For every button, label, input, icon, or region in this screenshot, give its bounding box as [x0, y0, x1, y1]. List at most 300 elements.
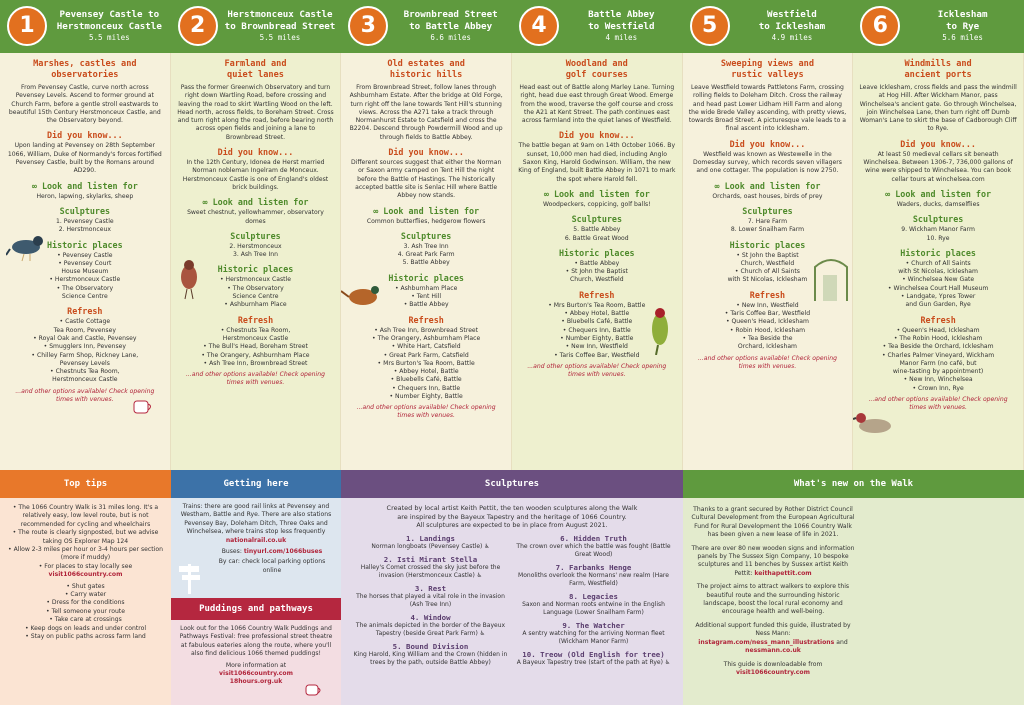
look-listen-heading	[689, 181, 847, 191]
historic-places-list	[859, 260, 1017, 310]
puddings-text: Look out for the 1066 Country Walk Puddings and Pathways Festival: free professional street theatre at fabulous eateries along the route, where you'll also find delicious 1066 themed puddings!	[179, 625, 333, 658]
list-item: • Abbey Hotel, Battle	[393, 368, 459, 376]
stage-heading-line2: rustic valleys	[731, 70, 804, 80]
opening-times-note: ...and other options available! Check opening times with venues.	[15, 387, 155, 403]
sculpture-title: 7. Farbanks Henge	[555, 563, 632, 572]
route-description: Pass the former Greenwich Observatory and turn right down Wartling Road, before crossing and leaving the road to skirt Wartling Wood on the left. Head north, across fields, to Boreham Street. Cross and turn right along the road, before bearing north across open fields and joining a lane to Brownbread Street.	[177, 84, 334, 141]
stage-heading-line1: Marshes, castles and	[33, 59, 137, 69]
sculpture-title: 10. Treow (Old English for tree)	[522, 650, 665, 659]
bird-illustration	[6, 227, 46, 263]
list-item: Orchard, Icklesham	[737, 343, 797, 351]
stage-number-badge: 6	[860, 6, 900, 46]
whats-new-panel	[683, 470, 1024, 705]
opening-times-note: ...and other options available! Check opening times with venues.	[697, 354, 837, 370]
did-you-know-text: Different sources suggest that either the Norman or Saxon army camped on Tent Hill the night before the Battle of Hastings. The historically accepted battle site is Senlac Hill where Battle Abbey now stands.	[350, 159, 502, 200]
look-listen-heading-text: Look and listen for	[724, 180, 821, 191]
stage-title	[733, 9, 852, 33]
sculpture-description: The crown over which the battle was fought (Battle Great Wood)	[516, 543, 671, 558]
list-item: • Abbey Hotel, Battle	[564, 310, 630, 318]
ruin-illustration	[811, 253, 851, 303]
stage-heading	[518, 59, 676, 81]
rule-item: • Shut gates	[66, 582, 105, 590]
cup-icon	[128, 393, 168, 421]
stage-title-line2: to Rye	[946, 21, 980, 32]
did-you-know-heading: Did you know...	[388, 147, 464, 158]
rule-item: • Dress for the conditions	[46, 599, 125, 607]
list-item: • White Hart, Catsfield	[391, 343, 461, 351]
did-you-know-text: The battle began at 9am on 14th October 1066. By sunset, 10,000 men had died, including Anglo Saxon King, Harold Godwinson. William, the new King of England, built Battle Abbey in 1071 to mark the spot where Harold fell.	[518, 142, 676, 183]
national-rail-link[interactable]: nationalrail.co.uk	[225, 536, 287, 544]
list-item: • Battle Abbey	[574, 259, 620, 267]
sculpture-title: 8. Legacies	[569, 592, 618, 601]
binoculars-icon: ∞	[202, 197, 213, 208]
ness-mann-link[interactable]: nessmann.co.uk	[745, 647, 801, 655]
stage-title	[562, 9, 681, 33]
list-item: Pevensey Levels	[59, 359, 110, 367]
cup-icon	[303, 680, 325, 700]
stage-heading-line1: Woodland and	[565, 59, 628, 69]
look-listen-heading-text: Look and listen for	[895, 188, 992, 199]
list-item: with St Nicolas, Icklesham	[898, 268, 978, 276]
buses-label: Buses:	[221, 548, 242, 556]
route-description: From Brownbread Street, follow lanes through Ashburnham Estate. After the bridge at Old Forge, turn right off the lane towards Tent Hill's stunning views. Across the A271 take a track through Normanhurst Estate to Catsfield and cross the B2204. Descend through Powdermill Wood and up through fields to Battle Abbey.	[349, 84, 503, 141]
stage-heading-line1: Old estates and	[387, 59, 465, 69]
stage-heading-line2: golf courses	[565, 70, 628, 80]
look-listen-text: Waders, ducks, damselflies	[896, 200, 980, 208]
list-item: 4. Great Park Farm	[397, 251, 455, 259]
did-you-know-heading: Did you know...	[729, 138, 806, 149]
list-item: • The Bull's Head, Boreham Street	[203, 343, 308, 351]
look-listen-text: Heron, lapwing, skylarks, sheep	[36, 192, 134, 200]
list-item: House Museum	[61, 268, 109, 276]
list-item: Manor Farm (no café, but	[899, 359, 977, 367]
look-listen-text: Woodpeckers, coppicing, golf balls!	[542, 200, 651, 208]
sculpture-description: Norman longboats (Pevensey Castle) ♿	[371, 543, 490, 550]
list-item: and Gun Garden, Rye	[905, 301, 971, 309]
puddings-link-2[interactable]: 18hours.org.uk	[229, 678, 283, 686]
sculpture-entry	[512, 534, 675, 559]
list-item: • The Robin Hood, Icklesham	[893, 334, 983, 342]
look-listen-heading-text: Look and listen for	[212, 197, 309, 208]
list-item: • The Orangery, Ashburnham Place	[201, 351, 310, 359]
stage-title-line2: to Brownbread Street	[224, 21, 336, 32]
list-item: • The Orangery, Ashburnham Place	[372, 334, 481, 342]
stage-title-line1: Battle Abbey	[588, 9, 655, 20]
refresh-list	[859, 327, 1017, 393]
sculpture-description: The animals depicted in the border of the Bayeux Tapestry (beside Great Park Farm) ♿	[355, 622, 506, 637]
historic-places-heading: Historic places	[217, 264, 294, 275]
stages-header	[0, 0, 1024, 53]
list-item: • Landgate, Ypres Tower	[900, 293, 976, 301]
list-item: • Herstmonceux Castle	[49, 276, 121, 284]
sculptures-intro: Created by local artist Keith Pettit, the ten wooden sculptures along the Walk are inspired by the Bayeux Tapestry and the heritage of 1066 Country.	[386, 504, 638, 521]
list-item: • Winchelsea Court Hall Museum	[887, 284, 989, 292]
list-item: 2. Herstmonceux	[58, 226, 111, 234]
did-you-know-heading: Did you know...	[47, 130, 123, 141]
list-item: • Battle Abbey	[403, 301, 449, 309]
route-description: Leave Westfield towards Pattletons Farm, crossing rolling fields to Doleham Ditch. Cross the railway and head past Lower Lidham Hill Farm and along the wide Brede Valley ascending, with pretty views, towards Broad Street. A picturesque vale leads to a final ascent into Icklesham.	[688, 84, 847, 133]
duck-illustration	[853, 408, 895, 436]
trains-text: Trains: there are good rail links at Pevensey and Westham, Battle and Rye. There are also stations Pevensey Bay, Doleham Ditch, Three Oaks and Winchelsea, where trains stop less frequently	[180, 503, 332, 536]
sculptures-heading: Sculptures	[912, 214, 964, 225]
list-item: • Taris Coffee Bar, Westfield	[724, 310, 811, 318]
list-item: 9. Wickham Manor Farm	[901, 226, 975, 234]
list-item: • Smugglers Inn, Pevensey	[43, 343, 126, 351]
refresh-list	[689, 302, 847, 352]
stage-number-badge: 3	[348, 6, 388, 46]
list-item: • Royal Oak and Castle, Pevensey	[33, 334, 137, 342]
look-listen-heading	[859, 189, 1017, 199]
historic-places-heading: Historic places	[388, 272, 464, 283]
tip-item: • Allow 2-3 miles per hour or 3-4 hours per section (more if muddy)	[8, 546, 163, 562]
sculpture-title: 6. Hidden Truth	[560, 534, 627, 543]
stage-number-badge: 4	[519, 6, 559, 46]
stage-heading	[6, 59, 164, 81]
stage-heading-line1: Farmland and	[224, 59, 287, 69]
list-item: • Queen's Head, Icklesham	[896, 326, 980, 334]
sculpture-title: 4. Window	[410, 613, 451, 622]
tip-item: • For places to stay locally see	[38, 562, 133, 570]
list-item: 8. Lower Snailham Farm	[730, 226, 805, 234]
list-item: • Pevensey Court	[58, 259, 112, 267]
historic-places-heading: Historic places	[729, 239, 806, 250]
stage-distance: 4 miles	[605, 33, 638, 42]
whats-new-p4-text: Additional support funded this guide, illustrated by Ness Mann:	[695, 621, 851, 638]
stage-heading-line2: quiet lanes	[227, 70, 284, 80]
tip-item: • The 1066 Country Walk is 31 miles long. It's a relatively easy, low level route, but is not recommended for cycling and wheelchairs	[12, 504, 159, 528]
list-item: • Chequers Inn, Battle	[562, 326, 631, 334]
stage-header-4	[512, 0, 683, 53]
buses-link[interactable]: tinyurl.com/1066buses	[243, 548, 323, 556]
list-item: 5. Battle Abbey	[402, 259, 450, 267]
opening-times-note: ...and other options available! Check opening times with venues.	[356, 404, 496, 420]
list-item: • Number Eighty, Battle	[389, 393, 463, 401]
list-item: • St John the Baptist	[565, 268, 628, 276]
stage-column-4	[512, 53, 683, 470]
route-description: Leave Icklesham, cross fields and pass the windmill at Hog Hill. After Wickham Manor, pass Winchelsea's ancient gate. Go through Winchelsea, join Winchelsea Lane, then turn right off Dumb Woman's Lane to skirt the base of Cadborough Cliff to Rye.	[859, 84, 1017, 133]
stage-column-2	[171, 53, 342, 470]
stage-header-5	[683, 0, 854, 53]
binoculars-icon: ∞	[373, 205, 384, 216]
stage-header-3	[341, 0, 512, 53]
stage-title-line1: Icklesham	[937, 9, 988, 20]
sculpture-title: 5. Bound Division	[392, 642, 469, 651]
list-item: • Ashburnham Place	[224, 301, 287, 309]
list-item: • Ash Tree Inn, Brownbread Street	[203, 359, 308, 367]
list-item: • Crown Inn, Rye	[912, 384, 964, 392]
stage-heading	[347, 59, 505, 81]
list-item: 5. Battle Abbey	[573, 226, 621, 234]
sculptures-heading: Sculptures	[742, 205, 793, 216]
list-item: • Chestnuts Tea Room,	[50, 368, 120, 376]
stage-number-badge: 2	[178, 6, 218, 46]
stage-heading	[177, 59, 335, 81]
sculptures-heading: Sculptures	[400, 230, 452, 241]
stage-header-2	[171, 0, 342, 53]
refresh-heading: Refresh	[579, 289, 615, 300]
list-item: 7. Hare Farm	[747, 217, 788, 225]
list-item: 10. Rye	[926, 234, 950, 242]
list-item: 2. Herstmonceux	[229, 242, 282, 250]
list-item: Herstmonceux Castle	[52, 376, 118, 384]
list-item: • New Inn, Westfield	[565, 343, 628, 351]
sculptures-heading: Sculptures	[571, 214, 622, 225]
list-item: 3. Ash Tree Inn	[403, 242, 449, 250]
tip-item: • The route is clearly signposted, but we advise taking OS Explorer Map 124	[12, 529, 159, 545]
refresh-list	[177, 327, 335, 368]
list-item: with St Nicolas, Icklesham	[727, 276, 808, 284]
stage-heading-line2: ancient ports	[904, 70, 972, 80]
list-item: 3. Ash Tree Inn	[232, 251, 279, 259]
accommodation-link[interactable]: visit1066country.com	[48, 571, 123, 579]
info-panels	[0, 470, 1024, 705]
stage-distance: 5.5 miles	[259, 33, 301, 42]
list-item: • Winchelsea New Gate	[902, 276, 975, 284]
stage-title-line1: Pevensey Castle to	[59, 9, 160, 20]
rule-item: • Keep dogs on leads and under control	[24, 624, 147, 632]
list-item: wine-tasting by appointment)	[892, 368, 984, 376]
did-you-know-text: Westfield was known as Westewelle in the Domesday survey, which records seven villagers and one cottager. The population is now 2750.	[693, 150, 842, 175]
getting-here-heading: Getting here	[171, 470, 341, 498]
getting-here-panel	[171, 470, 341, 705]
refresh-list	[347, 327, 505, 402]
stage-column-3	[341, 53, 512, 470]
list-item: • Ashburnham Place	[394, 284, 458, 292]
top-tips-heading: Top tips	[0, 470, 171, 498]
list-item: • Church of All Saints	[734, 268, 800, 276]
historic-places-heading: Historic places	[900, 247, 976, 258]
stage-heading-line1: Windmills and	[904, 59, 972, 69]
sculptures-panel-heading: Sculptures	[341, 470, 683, 498]
stage-number-badge: 5	[690, 6, 730, 46]
look-listen-heading-text: Look and listen for	[383, 205, 480, 216]
sculpture-entry	[512, 563, 675, 588]
stage-distance: 4.9 miles	[771, 33, 813, 42]
list-item: Tea Room, Pevensey	[53, 326, 116, 334]
list-item: • Number Eighty, Battle	[560, 334, 634, 342]
list-item: • Tent Hill	[411, 293, 442, 301]
and-text: and	[836, 638, 848, 646]
look-listen-text: Orchards, oast houses, birds of prey	[712, 192, 823, 200]
look-listen-heading-text: Look and listen for	[553, 188, 650, 199]
sculpture-entry	[349, 613, 512, 638]
sculptures-list-left	[349, 534, 512, 671]
stage-title-line2: Herstmonceux Castle	[56, 21, 162, 32]
list-item: • Robin Hood, Icklesham	[729, 326, 806, 334]
rule-item: • Take care at crossings	[49, 616, 122, 624]
keith-pettit-link[interactable]: keithapettit.com	[754, 569, 812, 577]
stage-column-6	[853, 53, 1024, 470]
stage-heading-line2: observatories	[51, 70, 119, 80]
sculptures-list	[518, 226, 676, 243]
list-item: • Ash Tree Inn, Brownbread Street	[374, 326, 479, 334]
list-item: • Mrs Burton's Tea Room, Battle	[377, 359, 475, 367]
sculpture-description: The horses that played a vital role in the invasion (Ash Tree Inn)	[356, 593, 505, 608]
list-item: • Mrs Burton's Tea Room, Battle	[548, 301, 646, 309]
refresh-heading: Refresh	[749, 289, 786, 300]
list-item: • Great Park Farm, Catsfield	[383, 351, 469, 359]
refresh-list	[6, 318, 164, 384]
refresh-heading: Refresh	[237, 314, 274, 325]
binoculars-icon: ∞	[885, 188, 896, 199]
look-listen-heading	[347, 206, 505, 216]
puddings-panel	[171, 598, 341, 705]
sculptures-heading: Sculptures	[59, 205, 111, 216]
list-item: • Pevensey Castle	[57, 251, 113, 259]
stage-number-badge: 1	[7, 6, 47, 46]
did-you-know-text: In the 12th Century, Idonea de Herst married Norman nobleman Ingelram de Monceux. Herstmonceux Castle is one of England's oldest brick buildings.	[182, 159, 329, 191]
list-item: • Chilley Farm Shop, Rickney Lane,	[31, 351, 139, 359]
stage-distance: 6.6 miles	[430, 33, 471, 42]
sculpture-entry	[349, 642, 512, 667]
refresh-heading: Refresh	[920, 314, 956, 325]
opening-times-note: ...and other options available! Check opening times with venues.	[527, 362, 667, 378]
sculpture-title: 3. Rest	[414, 584, 447, 593]
stage-title	[391, 9, 510, 33]
stage-column-1	[0, 53, 171, 470]
did-you-know-text: Upon landing at Pevensey on 28th September 1066, William, Duke of Normandy's forces fortified Pevensey Castle, built by the Romans around AD290.	[7, 142, 162, 175]
stage-heading-line1: Sweeping views and	[720, 59, 815, 69]
look-listen-text: Common butterflies, hedgerow flowers	[366, 217, 486, 225]
list-item: • Bluebells Café, Battle	[561, 318, 633, 326]
whats-new-paragraph	[683, 622, 863, 656]
sculpture-entry	[349, 555, 512, 580]
list-item: • Castle Cottage	[59, 318, 111, 326]
list-item: • New Inn, Winchelsea	[903, 376, 973, 384]
top-tips-list	[0, 498, 171, 642]
list-item: Science Centre	[232, 293, 279, 301]
sculptures-list	[689, 218, 847, 235]
list-item: • Church of All Saints	[905, 259, 971, 267]
stage-title-line1: Westfield	[767, 9, 817, 20]
list-item: • Herstmonceux Castle	[220, 276, 291, 284]
stage-title	[50, 9, 169, 33]
sculpture-title: 1. Landings	[406, 534, 455, 543]
whats-new-paragraph	[683, 545, 863, 579]
buses-text	[171, 548, 341, 556]
route-description: From Pevensey Castle, curve north across Pevensey Levels. Ascend to former ground at Church Farm, before a gentle stroll eastwards to beautiful 15th Century Herstmonceux Castle, and the Observatory beyond.	[8, 84, 161, 125]
whats-new-heading: What's new on the Walk	[683, 470, 1024, 498]
pheasant-illustration	[341, 281, 383, 311]
sculpture-title: 2. Isti Mirant Stella	[383, 555, 478, 564]
whats-new-paragraph: This guide is downloadable from	[723, 660, 823, 668]
puddings-heading: Puddings and pathways	[171, 598, 341, 620]
historic-places-list	[518, 260, 676, 285]
sculptures-list	[347, 243, 505, 268]
did-you-know-text: At least 50 medieval cellars sit beneath Winchelsea. Between 1306-7, 736,000 gallons of wine were shipped to Winchelsea. You can book cellar tours at winchelsea.com	[863, 150, 1013, 183]
binoculars-icon: ∞	[31, 180, 42, 191]
stage-title-line2: to Westfield	[588, 21, 655, 32]
refresh-heading: Refresh	[408, 314, 444, 325]
stage-title	[221, 9, 340, 33]
opening-times-note: ...and other options available! Check opening times with venues.	[186, 371, 325, 387]
list-item: • Tea Beside the	[742, 334, 793, 342]
stage-distance: 5.5 miles	[89, 33, 130, 42]
stage-title-line1: Brownbread Street	[403, 9, 498, 20]
stage-columns	[0, 53, 1024, 470]
sculpture-entry	[512, 650, 675, 667]
list-item: Church, Westfield	[570, 276, 624, 284]
rule-item: • Tell someone your route	[46, 607, 125, 615]
sculptures-note: All sculptures are expected to be in place from August 2021.	[416, 521, 608, 529]
whats-new-paragraph: Thanks to a grant secured by Rother District Council Cultural Development from the European Agricultural Fund for Rural Development the 1066 Country Walk has been given a new lease of life in 2021.	[691, 506, 855, 539]
sculpture-entry	[349, 534, 512, 551]
look-listen-heading	[6, 181, 164, 191]
list-item: • New Inn, Westfield	[736, 301, 799, 309]
refresh-heading: Refresh	[67, 306, 103, 317]
sculpture-description: A Bayeux Tapestry tree (start of the path at Rye) ♿	[516, 659, 671, 666]
sculpture-description: Monoliths overlook the Normans' new realm (Hare Farm, Westfield)	[518, 572, 669, 587]
rule-item: • Stay on public paths across farm land	[25, 633, 146, 641]
did-you-know-heading: Did you know...	[900, 138, 976, 149]
stage-heading	[859, 59, 1017, 81]
sculpture-description: A sentry watching for the arriving Norman fleet (Wickham Manor Farm)	[522, 630, 665, 645]
stage-heading	[689, 59, 847, 81]
sculptures-list	[859, 226, 1017, 243]
list-item: • Chestnuts Tea Room,	[220, 326, 291, 334]
historic-places-heading: Historic places	[558, 247, 635, 258]
list-item: • Tea Beside the Orchard, Icklesham	[882, 343, 994, 351]
whats-new-paragraph: The project aims to attract walkers to explore this beautiful route and the surrounding historic landscape, boost the local rural economy and encourage health and well-being.	[696, 583, 850, 616]
list-item: • Bluebells Café, Battle	[390, 376, 462, 384]
list-item: Church, Westfield	[740, 259, 795, 267]
look-listen-heading	[177, 197, 335, 207]
sculpture-description: King Harold, King William and the Crown (hidden in trees by the path, outside Battle Abbey)	[353, 651, 508, 666]
stage-column-5	[683, 53, 854, 470]
stage-title-line2: to Battle Abbey	[409, 21, 493, 32]
look-listen-text: Sweet chestnut, yellowhammer, observatory domes	[187, 209, 324, 225]
woodpecker-illustration	[642, 303, 678, 355]
sculpture-entry	[512, 592, 675, 617]
list-item: 6. Battle Great Wood	[564, 234, 629, 242]
did-you-know-heading: Did you know...	[217, 147, 294, 158]
list-item: • Queen's Head, Icklesham	[725, 318, 809, 326]
puddings-link-1[interactable]: visit1066country.com	[219, 670, 293, 678]
top-tips-panel	[0, 470, 171, 705]
sculpture-entry	[512, 621, 675, 646]
stage-header-1	[0, 0, 171, 53]
rule-item: • Carry water	[64, 591, 107, 599]
stage-title-line1: Herstmonceux Castle	[227, 9, 333, 20]
sculptures-heading: Sculptures	[230, 230, 281, 241]
stage-title-line2: to Icklesham	[758, 21, 826, 32]
stage-header-6	[853, 0, 1024, 53]
sculpture-description: Saxon and Norman roots entwine in the English Language (Lower Snailham Farm)	[522, 601, 665, 616]
car-text: By car: check local parking options online	[218, 558, 326, 574]
sculpture-title: 9. The Watcher	[562, 621, 625, 630]
look-listen-heading-text: Look and listen for	[41, 180, 138, 191]
stage-title	[903, 9, 1022, 33]
list-item: Science Centre	[61, 293, 108, 301]
historic-places-heading: Historic places	[47, 239, 123, 250]
sculpture-description: Halley's Comet crossed the sky just before the invasion (Herstmonceux Castle) ♿	[360, 564, 501, 579]
binoculars-icon: ∞	[543, 188, 554, 199]
instagram-link[interactable]: instagram.com/ness_mann_illustrations	[698, 638, 835, 646]
whats-new-p2-text: There are over 80 new wooden signs and information panels by The Sussex Sign Company, 10 bespoke sculptures and 11 benches by Sussex artist Keith Pettit:	[691, 544, 855, 577]
download-link[interactable]: visit1066country.com	[736, 668, 810, 676]
list-item: Herstmonceux Castle	[222, 334, 289, 342]
binoculars-icon: ∞	[714, 180, 725, 191]
did-you-know-heading: Did you know...	[558, 130, 635, 141]
list-item: • Charles Palmer Vineyard, Wickham	[882, 351, 995, 359]
stage-heading-line2: historic hills	[389, 70, 463, 80]
bird-illustration	[173, 257, 205, 301]
sculptures-list-right	[512, 534, 675, 671]
signpost-icon	[177, 560, 203, 594]
look-listen-heading	[518, 189, 676, 199]
list-item: • St John the Baptist	[736, 251, 799, 259]
route-description: Head east out of Battle along Marley Lane. Turning right, head due east through Great Wood. Emerge from the wood, traverse the golf course and cross the A21 at Kent Street. The path continues east across farmland into the quiet lanes of Westfield.	[519, 84, 675, 125]
